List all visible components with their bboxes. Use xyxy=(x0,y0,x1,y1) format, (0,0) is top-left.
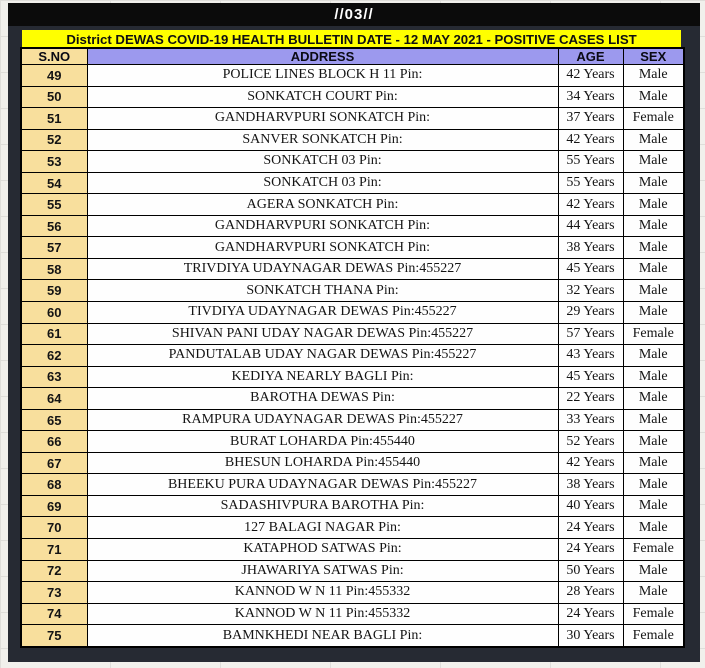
cell-sex: Male xyxy=(623,215,684,237)
cell-age: 30 Years xyxy=(558,625,623,647)
cell-age: 28 Years xyxy=(558,582,623,604)
cell-sno: 53 xyxy=(21,151,87,173)
cell-address: RAMPURA UDAYNAGAR DEWAS Pin:455227 xyxy=(87,409,558,431)
cell-age: 24 Years xyxy=(558,539,623,561)
cell-sno: 58 xyxy=(21,258,87,280)
cell-sex: Male xyxy=(623,302,684,324)
cell-sex: Male xyxy=(623,172,684,194)
cell-address: SHIVAN PANI UDAY NAGAR DEWAS Pin:455227 xyxy=(87,323,558,345)
cell-sno: 59 xyxy=(21,280,87,302)
table-row xyxy=(21,65,684,87)
cell-sex: Male xyxy=(623,65,684,87)
cell-sno: 70 xyxy=(21,517,87,539)
cell-sno: 51 xyxy=(21,108,87,130)
table-row xyxy=(21,151,684,173)
cell-address: BHEEKU PURA UDAYNAGAR DEWAS Pin:455227 xyxy=(87,474,558,496)
cell-address: SANVER SONKATCH Pin: xyxy=(87,129,558,151)
cell-age: 42 Years xyxy=(558,194,623,216)
cell-age: 55 Years xyxy=(558,151,623,173)
cell-sno: 49 xyxy=(21,65,87,87)
page-number-bar xyxy=(8,3,700,26)
cell-sex: Male xyxy=(623,560,684,582)
cell-sex: Male xyxy=(623,280,684,302)
cell-age: 22 Years xyxy=(558,388,623,410)
column-header-age: AGE xyxy=(558,48,623,65)
table-row xyxy=(21,409,684,431)
cell-sex: Male xyxy=(623,194,684,216)
cell-sex: Female xyxy=(623,108,684,130)
cell-age: 32 Years xyxy=(558,280,623,302)
table-row xyxy=(21,474,684,496)
cell-address: GANDHARVPURI SONKATCH Pin: xyxy=(87,108,558,130)
cell-address: JHAWARIYA SATWAS Pin: xyxy=(87,560,558,582)
cell-address: GANDHARVPURI SONKATCH Pin: xyxy=(87,237,558,259)
cell-sno: 71 xyxy=(21,539,87,561)
cell-sex: Male xyxy=(623,366,684,388)
cell-sno: 67 xyxy=(21,452,87,474)
table-row xyxy=(21,388,684,410)
cell-sno: 75 xyxy=(21,625,87,647)
cell-age: 45 Years xyxy=(558,366,623,388)
page-number: //03// xyxy=(334,6,374,23)
cell-sex: Female xyxy=(623,539,684,561)
cell-age: 57 Years xyxy=(558,323,623,345)
cell-age: 24 Years xyxy=(558,517,623,539)
cell-age: 38 Years xyxy=(558,474,623,496)
cell-age: 40 Years xyxy=(558,495,623,517)
cell-address: 127 BALAGI NAGAR Pin: xyxy=(87,517,558,539)
cell-address: AGERA SONKATCH Pin: xyxy=(87,194,558,216)
cell-age: 43 Years xyxy=(558,345,623,367)
table-row xyxy=(21,108,684,130)
table-row xyxy=(21,258,684,280)
cell-address: KEDIYA NEARLY BAGLI Pin: xyxy=(87,366,558,388)
table-header-row xyxy=(21,48,684,65)
cell-age: 38 Years xyxy=(558,237,623,259)
positive-cases-table xyxy=(20,47,685,648)
cell-age: 44 Years xyxy=(558,215,623,237)
cell-age: 52 Years xyxy=(558,431,623,453)
table-row xyxy=(21,280,684,302)
cell-age: 50 Years xyxy=(558,560,623,582)
cell-sno: 72 xyxy=(21,560,87,582)
cell-sno: 52 xyxy=(21,129,87,151)
cell-address: TRIVDIYA UDAYNAGAR DEWAS Pin:455227 xyxy=(87,258,558,280)
table-row xyxy=(21,431,684,453)
cases-table-body xyxy=(21,65,684,648)
cell-address: BAMNKHEDI NEAR BAGLI Pin: xyxy=(87,625,558,647)
cell-address: PANDUTALAB UDAY NAGAR DEWAS Pin:455227 xyxy=(87,345,558,367)
cell-address: BHESUN LOHARDA Pin:455440 xyxy=(87,452,558,474)
table-row xyxy=(21,302,684,324)
cell-address: KANNOD W N 11 Pin:455332 xyxy=(87,603,558,625)
cell-sno: 66 xyxy=(21,431,87,453)
cell-age: 37 Years xyxy=(558,108,623,130)
table-row xyxy=(21,452,684,474)
cell-sex: Female xyxy=(623,603,684,625)
cell-sex: Male xyxy=(623,474,684,496)
table-row xyxy=(21,194,684,216)
cell-age: 29 Years xyxy=(558,302,623,324)
table-row xyxy=(21,345,684,367)
cell-sno: 62 xyxy=(21,345,87,367)
cell-sno: 56 xyxy=(21,215,87,237)
cell-sex: Male xyxy=(623,86,684,108)
table-row xyxy=(21,86,684,108)
cell-address: SONKATCH 03 Pin: xyxy=(87,151,558,173)
cell-sex: Male xyxy=(623,495,684,517)
cell-sno: 69 xyxy=(21,495,87,517)
cell-address: SONKATCH 03 Pin: xyxy=(87,172,558,194)
cell-sno: 63 xyxy=(21,366,87,388)
cell-sex: Female xyxy=(623,625,684,647)
cell-sno: 68 xyxy=(21,474,87,496)
cell-sex: Male xyxy=(623,409,684,431)
cell-sno: 54 xyxy=(21,172,87,194)
cell-sex: Male xyxy=(623,151,684,173)
cell-sex: Male xyxy=(623,237,684,259)
cell-address: TIVDIYA UDAYNAGAR DEWAS Pin:455227 xyxy=(87,302,558,324)
table-row xyxy=(21,603,684,625)
cell-sex: Male xyxy=(623,431,684,453)
cell-sno: 60 xyxy=(21,302,87,324)
cell-address: GANDHARVPURI SONKATCH Pin: xyxy=(87,215,558,237)
cell-address: BAROTHA DEWAS Pin: xyxy=(87,388,558,410)
cell-address: SONKATCH THANA Pin: xyxy=(87,280,558,302)
table-row xyxy=(21,323,684,345)
table-row xyxy=(21,560,684,582)
cell-sno: 64 xyxy=(21,388,87,410)
cell-sno: 55 xyxy=(21,194,87,216)
table-row xyxy=(21,366,684,388)
table-row xyxy=(21,582,684,604)
cell-sno: 50 xyxy=(21,86,87,108)
column-header-address: ADDRESS xyxy=(87,48,558,65)
cell-age: 24 Years xyxy=(558,603,623,625)
cell-age: 42 Years xyxy=(558,452,623,474)
cell-sno: 57 xyxy=(21,237,87,259)
table-row xyxy=(21,517,684,539)
table-row xyxy=(21,625,684,647)
cell-sno: 61 xyxy=(21,323,87,345)
cell-address: KATAPHOD SATWAS Pin: xyxy=(87,539,558,561)
cell-sex: Male xyxy=(623,388,684,410)
cell-age: 33 Years xyxy=(558,409,623,431)
cell-address: KANNOD W N 11 Pin:455332 xyxy=(87,582,558,604)
cell-sex: Male xyxy=(623,129,684,151)
cell-sex: Male xyxy=(623,582,684,604)
cell-age: 42 Years xyxy=(558,129,623,151)
cell-sno: 65 xyxy=(21,409,87,431)
cell-sno: 73 xyxy=(21,582,87,604)
cell-sex: Male xyxy=(623,452,684,474)
table-row xyxy=(21,495,684,517)
cell-age: 45 Years xyxy=(558,258,623,280)
cell-sex: Female xyxy=(623,323,684,345)
cell-age: 42 Years xyxy=(558,65,623,87)
cell-age: 34 Years xyxy=(558,86,623,108)
cell-age: 55 Years xyxy=(558,172,623,194)
table-row xyxy=(21,237,684,259)
cell-address: SADASHIVPURA BAROTHA Pin: xyxy=(87,495,558,517)
cell-address: BURAT LOHARDA Pin:455440 xyxy=(87,431,558,453)
cell-address: POLICE LINES BLOCK H 11 Pin: xyxy=(87,65,558,87)
bulletin-title: District DEWAS COVID-19 HEALTH BULLETIN DATE - 12 MAY 2021 - POSITIVE CASES LIST xyxy=(66,32,637,47)
table-row xyxy=(21,539,684,561)
cell-sex: Male xyxy=(623,258,684,280)
bulletin-photo xyxy=(8,3,700,662)
cell-sex: Male xyxy=(623,345,684,367)
table-row xyxy=(21,172,684,194)
cell-sex: Male xyxy=(623,517,684,539)
cell-sno: 74 xyxy=(21,603,87,625)
cell-address: SONKATCH COURT Pin: xyxy=(87,86,558,108)
column-header-sno: S.NO xyxy=(21,48,87,65)
table-row xyxy=(21,215,684,237)
column-header-sex: SEX xyxy=(623,48,684,65)
table-row xyxy=(21,129,684,151)
